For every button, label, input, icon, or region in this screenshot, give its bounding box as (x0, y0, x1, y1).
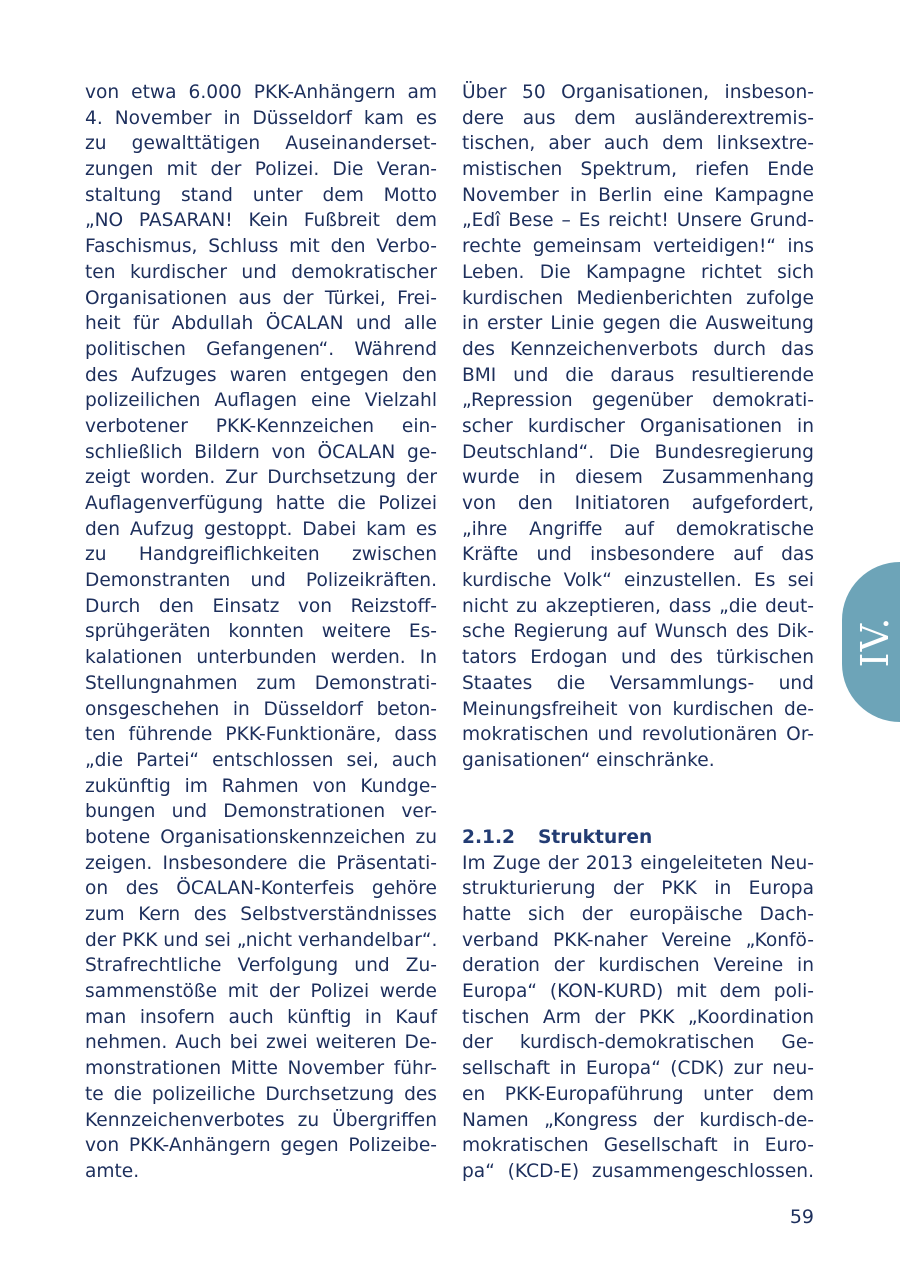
text-line: Durch den Einsatz von Reizstoff- (85, 595, 437, 617)
text-line: mokratischen und revolutionären Or- (462, 724, 814, 746)
left-text-column (85, 80, 437, 1185)
text-line: politischen Gefangenen“. Während (85, 338, 437, 360)
text-line: Im Zuge der 2013 eingeleiteten Neu- (462, 852, 814, 874)
text-line: zeigt worden. Zur Durchsetzung der (85, 467, 437, 489)
text-line: Strafrechtliche Verfolgung und Zu- (85, 955, 437, 977)
text-line: tischen, aber auch dem linksextre- (462, 133, 814, 155)
text-line: wurde in diesem Zusammenhang (462, 467, 814, 489)
section-title: Strukturen (538, 826, 653, 848)
right-text-column (462, 80, 814, 1185)
text-line: bungen und Demonstrationen ver- (85, 801, 437, 823)
text-line: dere aus dem ausländerextremis- (462, 107, 814, 129)
text-line: man insofern auch künftig in Kauf (85, 1006, 437, 1028)
campaign-paragraph (462, 80, 814, 774)
text-line: on des ÖCALAN-Konterfeis gehöre (85, 878, 437, 900)
text-line: en PKK-Europaführung unter dem (462, 1083, 814, 1105)
text-line: staltung stand unter dem Motto (85, 184, 437, 206)
chapter-tab-label: IV. (853, 616, 898, 668)
paragraph-gap (462, 774, 814, 825)
text-line: scher kurdischer Organisationen in (462, 415, 814, 437)
text-line: Namen „Kongress der kurdisch-de- (462, 1109, 814, 1131)
text-line: ganisationen“ einschränke. (462, 749, 715, 771)
section-heading (462, 825, 814, 851)
text-line: rechte gemeinsam verteidigen!“ ins (462, 236, 814, 258)
text-line: Meinungsfreiheit von kurdischen de- (462, 698, 814, 720)
text-line: BMI und die daraus resultierende (462, 364, 814, 386)
text-line: zukünftig im Rahmen von Kundge- (85, 775, 437, 797)
text-line: zu Handgreiflichkeiten zwischen (85, 544, 437, 566)
text-line: verbotener PKK-Kennzeichen ein- (85, 415, 437, 437)
text-line: in erster Linie gegen die Ausweitung (462, 313, 814, 335)
text-line: Kräfte und insbesondere auf das (462, 544, 814, 566)
text-line: Über 50 Organisationen, insbeson- (462, 82, 814, 103)
text-line: ten führende PKK-Funktionäre, dass (85, 724, 437, 746)
section-number: 2.1.2 (462, 826, 515, 848)
text-line: botene Organisationskennzeichen zu (85, 826, 437, 848)
text-line: Demonstranten und Polizeikräften. (85, 570, 437, 592)
text-line: „Edî Bese – Es reicht! Unsere Grund- (462, 210, 814, 232)
structures-paragraph (462, 851, 814, 1185)
text-line: zeigen. Insbesondere die Präsentati- (85, 852, 437, 874)
text-line: deration der kurdischen Vereine in (462, 955, 814, 977)
text-line: Deutschland“. Die Bundesregierung (462, 441, 814, 463)
text-line: Stellungnahmen zum Demonstrati- (85, 672, 437, 694)
text-line: ten kurdischer und demokratischer (85, 261, 437, 283)
text-line: Auflagenverfügung hatte die Polizei (85, 493, 437, 514)
text-line: te die polizeiliche Durchsetzung des (85, 1083, 437, 1105)
text-line: von PKK-Anhängern gegen Polizeibe- (85, 1135, 437, 1157)
text-line: den Aufzug gestoppt. Dabei kam es (85, 518, 437, 540)
text-line: der kurdisch-demokratischen Ge- (462, 1032, 814, 1054)
text-line: Kennzeichenverbotes zu Übergriffen (85, 1109, 437, 1131)
text-line: Staates die Versammlungs- und (462, 672, 814, 694)
text-line: Organisationen aus der Türkei, Frei- (85, 287, 437, 309)
text-line: heit für Abdullah ÖCALAN und alle (85, 313, 437, 335)
text-line: amte. (85, 1160, 140, 1182)
text-line: hatte sich der europäische Dach- (462, 904, 814, 926)
text-line: onsgeschehen in Düsseldorf beton- (85, 698, 437, 720)
text-line: mokratischen Gesellschaft in Euro- (462, 1135, 814, 1157)
text-line: polizeilichen Auflagen eine Vielzahl (85, 390, 437, 412)
text-line: kurdischen Medienberichten zufolge (462, 287, 814, 309)
text-line: Europa“ (KON-KURD) mit dem poli- (462, 981, 814, 1003)
text-line: zu gewalttätigen Auseinanderset- (85, 133, 437, 155)
text-line: pa“ (KCD-E) zusammengeschlossen. (462, 1160, 814, 1182)
text-line: November in Berlin eine Kampagne (462, 184, 814, 206)
page-number: 59 (789, 1206, 814, 1228)
text-line: strukturierung der PKK in Europa (462, 878, 814, 900)
text-line: von etwa 6.000 PKK-Anhängern am (85, 82, 437, 103)
text-line: kalationen unterbunden werden. In (85, 647, 437, 669)
text-line: zungen mit der Polizei. Die Veran- (85, 159, 437, 181)
text-line: sche Regierung auf Wunsch des Dik- (462, 621, 814, 643)
text-line: zum Kern des Selbstverständnisses (85, 904, 437, 925)
text-line: kurdische Volk“ einzustellen. Es sei (462, 570, 814, 592)
text-line: „NO PASARAN! Kein Fußbreit dem (85, 210, 437, 232)
text-line: 4. November in Düsseldorf kam es (85, 107, 437, 129)
text-line: sammenstöße mit der Polizei werde (85, 981, 437, 1003)
text-line: sellschaft in Europa“ (CDK) zur neu- (462, 1058, 814, 1080)
chapter-tab (842, 562, 900, 722)
text-line: Faschismus, Schluss mit den Verbo- (85, 236, 437, 258)
text-line: verband PKK-naher Vereine „Konfö- (462, 929, 814, 951)
text-line: tischen Arm der PKK „Koordination (462, 1006, 814, 1028)
text-line: von den Initiatoren aufgefordert, (462, 493, 814, 514)
text-line: tators Erdogan und des türkischen (462, 647, 814, 669)
text-line: des Kennzeichenverbots durch das (462, 338, 814, 360)
text-line: monstrationen Mitte November führ- (85, 1058, 437, 1080)
text-line: nehmen. Auch bei zwei weiteren De- (85, 1032, 437, 1054)
text-line: der PKK und sei „nicht verhandelbar“. (85, 929, 438, 951)
text-line: Leben. Die Kampagne richtet sich (462, 261, 814, 283)
text-line: schließlich Bildern von ÖCALAN ge- (85, 441, 437, 463)
text-line: „Repression gegenüber demokrati- (462, 390, 814, 412)
text-line: nicht zu akzeptieren, dass „die deut- (462, 595, 814, 617)
text-line: sprühgeräten konnten weitere Es- (85, 621, 437, 643)
text-line: „die Partei“ entschlossen sei, auch (85, 749, 437, 771)
text-line: des Aufzuges waren entgegen den (85, 364, 437, 386)
text-line: mistischen Spektrum, riefen Ende (462, 159, 814, 181)
text-line: „ihre Angriffe auf demokratische (462, 518, 814, 540)
